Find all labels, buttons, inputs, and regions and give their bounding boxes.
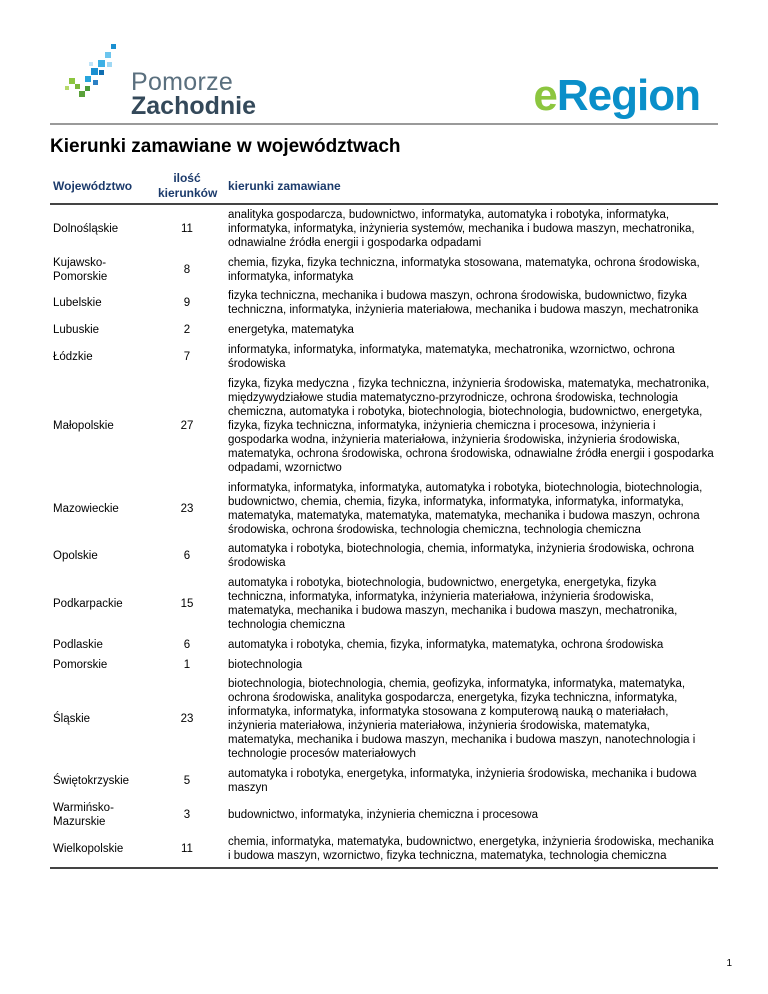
table-row [50, 287, 718, 321]
row-voivodeship: Podkarpackie [53, 598, 123, 611]
row-courses: informatyka, informatyka, informatyka, automatyka i robotyka, biotechnologia, biotechnologia, budownictwo, chemia, chemia, fizyka, informatyka, informatyka, informatyka, informatyka, matematyka, matematyka, matematyka, matematyka, mechanika i budowa maszyn, ochrona środowiska, ochrona środowiska, technologia chemiczna, technologia chemiczna [228, 481, 703, 536]
row-count: 7 [183, 351, 191, 364]
row-courses: automatyka i robotyka, energetyka, informatyka, inżynieria środowiska, mechanika i budowa maszyn [228, 768, 697, 795]
row-count: 5 [183, 775, 191, 788]
page-title: Kierunki zamawiane w województwach [50, 136, 401, 157]
logo-text-line2: Zachodnie [131, 92, 257, 120]
row-voivodeship: Pomorskie [53, 658, 108, 671]
row-voivodeship: Lubuskie [53, 324, 100, 337]
row-courses: chemia, fizyka, fizyka techniczna, informatyka stosowana, matematyka, ochrona środowiska, informatyka, informatyka [228, 256, 700, 283]
row-voivodeship: Lubelskie [53, 297, 102, 310]
row-voivodeship: Podlaskie [53, 638, 103, 651]
row-voivodeship: Wielkopolskie [53, 842, 124, 855]
header-count: ilość kierunków [158, 171, 218, 200]
table-row [50, 798, 718, 832]
row-courses: automatyka i robotyka, biotechnologia, budownictwo, energetyka, energetyka, fizyka techniczna, informatyka, informatyka, inżynieria materiałowa, inżynieria środowiska, matematyka, mechanika i budowa maszyn, mechanika i budowa maszyn, mechatronika, technologia chemiczna [228, 577, 678, 632]
row-count: 1 [183, 658, 191, 671]
row-count: 3 [183, 809, 191, 822]
row-courses: chemia, informatyka, matematyka, budownictwo, energetyka, inżynieria środowiska, mechanika i budowa maszyn, wzornictwo, fizyka techniczna, matematyka, technologia chemiczna [228, 835, 714, 862]
header-voivodeship: Województwo [53, 179, 133, 193]
table-row [50, 832, 718, 866]
row-courses: analityka gospodarcza, budownictwo, informatyka, automatyka i robotyka, informatyka, informatyka, informatyka, inżynieria systemów, mechanika i budowa maszyn, mechatronika, odnawialne źródła energii i gospodarka odpadami [228, 208, 695, 249]
row-courses: energetyka, matematyka [228, 324, 354, 337]
row-count: 11 [181, 842, 193, 855]
row-courses: biotechnologia [228, 658, 303, 671]
table-bottom-rule [50, 867, 718, 869]
row-voivodeship: Mazowieckie [53, 502, 119, 515]
table-row [50, 539, 718, 573]
row-voivodeship: Opolskie [53, 550, 98, 563]
table-header [50, 170, 718, 205]
row-voivodeship: Kujawsko-Pomorskie [53, 256, 108, 283]
row-count: 6 [183, 550, 191, 563]
logo-text-line1: Pomorze [131, 68, 234, 96]
table-body [50, 205, 718, 866]
row-voivodeship: Łódzkie [53, 351, 93, 364]
row-courses: fizyka techniczna, mechanika i budowa maszyn, ochrona środowiska, budownictwo, fizyka techniczna, informatyka, inżynieria materiałowa, mechanika i budowa maszyn, mechatronika [228, 290, 699, 317]
row-count: 2 [183, 324, 191, 337]
row-courses: automatyka i robotyka, chemia, fizyka, informatyka, matematyka, ochrona środowiska [228, 638, 664, 651]
table-row [50, 655, 718, 675]
row-voivodeship: Śląskie [53, 713, 91, 726]
header-courses: kierunki zamawiane [228, 179, 341, 193]
table-row [50, 205, 718, 253]
row-count: 15 [180, 598, 194, 611]
row-courses: automatyka i robotyka, biotechnologia, chemia, informatyka, inżynieria środowiska, ochrona środowiska [228, 543, 694, 570]
header-divider [50, 123, 718, 125]
row-count: 11 [181, 222, 193, 235]
row-voivodeship: Świętokrzyskie [53, 775, 130, 788]
courses-table [50, 170, 718, 869]
row-count: 23 [180, 502, 194, 515]
table-row [50, 374, 718, 478]
row-voivodeship: Warmińsko-Mazurskie [53, 802, 114, 829]
row-count: 9 [183, 297, 191, 310]
row-courses: biotechnologia, biotechnologia, chemia, geofizyka, informatyka, informatyka, matematyka, ochrona środowiska, analityka gospodarcza, energetyka, fizyka techniczna, informatyka, informatyka, informatyka, informatyka stosowana z komputerową nauką o materiałach, inżynieria materiałowa, inżynieria materiałowa, inżynieria środowiska, matematyka, matematyka, mechanika i budowa maszyn, mechanika i budowa maszyn, nanotechnologia i technologie procesów materiałowych [228, 678, 696, 761]
row-courses: budownictwo, informatyka, inżynieria chemiczna i procesowa [228, 809, 539, 822]
table-row [50, 764, 718, 798]
row-voivodeship: Dolnośląskie [53, 222, 119, 235]
eregion-logo-e: e [533, 71, 557, 120]
row-courses: fizyka, fizyka medyczna , fizyka techniczna, inżynieria środowiska, matematyka, mechatronika, międzywydziałowe studia matematyczno-przyrodnicze, ochrona środowiska, technologia chemiczna, automatyka i robotyka, biotechnologia, biotechnologia, budownictwo, energetyka, fizyka, fizyka techniczna, informatyka, inżynieria chemiczna i procesowa, inżynieria i gospodarka wodna, inżynieria materiałowa, inżynieria środowiska, inżynieria środowiska, matematyka, ochrona środowiska, ochrona środowiska, odnawialne źródła energii i gospodarka odpadami, wzornictwo [228, 377, 714, 474]
row-count: 27 [180, 419, 194, 432]
row-count: 8 [183, 263, 191, 276]
table-row [50, 635, 718, 655]
row-count: 6 [183, 638, 191, 651]
table-row [50, 573, 718, 635]
table-row [50, 340, 718, 374]
pomorze-zachodnie-logo-text [131, 70, 256, 118]
eregion-logo-region: Region [556, 71, 700, 120]
page-header [0, 0, 768, 125]
row-voivodeship: Małopolskie [53, 419, 114, 432]
eregion-logo [533, 71, 700, 120]
table-row [50, 320, 718, 340]
row-count: 23 [180, 713, 194, 726]
page-number: 1 [726, 958, 732, 969]
table-row [50, 675, 718, 765]
table-row [50, 478, 718, 540]
table-row [50, 253, 718, 287]
row-courses: informatyka, informatyka, informatyka, matematyka, mechatronika, wzornictwo, ochrona środowiska [228, 344, 675, 371]
